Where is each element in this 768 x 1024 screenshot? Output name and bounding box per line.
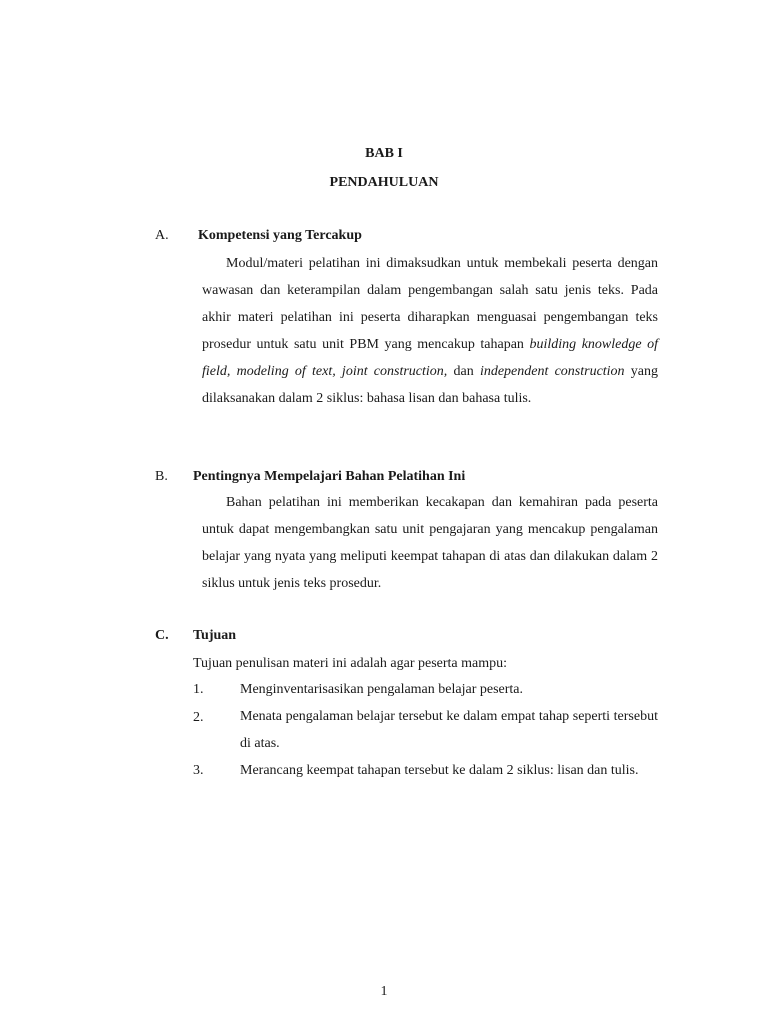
list-item-3: [240, 757, 658, 784]
section-c-marker: C.: [155, 628, 169, 643]
section-c-intro: Tujuan penulisan materi ini adalah agar peserta mampu:: [193, 656, 508, 671]
list-item-1: [240, 676, 658, 703]
list-item-3-text: Merancang keempat tahapan tersebut ke dalam 2 siklus: lisan dan tulis.: [240, 763, 639, 778]
section-a-italic-1: building knowledge of field, modeling of text, joint construction,: [202, 337, 658, 379]
list-item-2-number: 2.: [193, 710, 204, 725]
section-a-heading: Kompetensi yang Tercakup: [198, 228, 362, 243]
section-c-heading: Tujuan: [193, 628, 237, 643]
section-b-heading: Pentingnya Mempelajari Bahan Pelatihan Ini: [193, 469, 466, 484]
chapter-number: BAB I: [365, 146, 403, 161]
chapter-title: PENDAHULUAN: [329, 175, 439, 190]
page-number: 1: [380, 984, 388, 999]
list-item-1-text: Menginventarisasikan pengalaman belajar peserta.: [240, 682, 523, 697]
list-item-1-number: 1.: [193, 682, 204, 697]
section-a-text-1: Modul/materi pelatihan ini dimaksudkan untuk membekali peserta dengan wawasan dan keterampilan dalam pengembangan salah satu jenis teks. Pada akhir materi pelatihan ini peserta diharapkan menguasai pengembangan teks prosedur untuk satu unit PBM yang mencakup tahapan: [202, 256, 658, 352]
section-b-paragraph: Bahan pelatihan ini memberikan kecakapan dan kemahiran pada peserta untuk dapat mengembangkan satu unit pengajaran yang mencakup pengalaman belajar yang nyata yang meliputi keempat tahapan di atas dan dilakukan dalam 2 siklus untuk jenis teks prosedur.: [202, 495, 658, 591]
list-item-2-text: Menata pengalaman belajar tersebut ke dalam empat tahap seperti tersebut di atas.: [240, 709, 658, 751]
list-item-3-number: 3.: [193, 763, 204, 778]
section-b-marker: B.: [155, 469, 168, 484]
section-a-text-2: dan: [447, 364, 480, 379]
section-a-marker: A.: [155, 228, 169, 243]
section-b-body: [202, 489, 658, 597]
list-item-2: [240, 703, 658, 757]
section-a-body: [202, 250, 658, 412]
section-a-italic-2: independent construction: [479, 364, 625, 379]
section-a-text-3: yang dilaksanakan dalam 2 siklus: bahasa lisan dan bahasa tulis.: [202, 364, 658, 406]
